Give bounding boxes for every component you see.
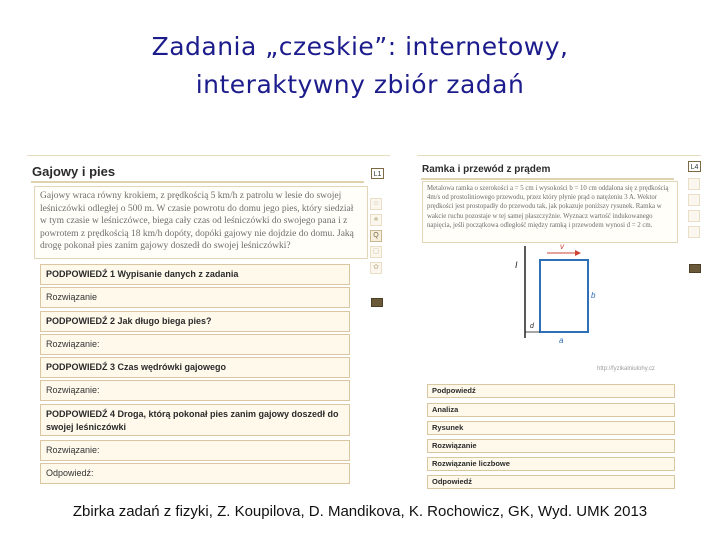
solution-button[interactable]: Rozwiązanie <box>427 439 675 453</box>
heading-divider <box>31 181 364 183</box>
level-badge: L4 <box>688 161 701 172</box>
hint-4-button[interactable]: PODPOWIEDŹ 4 Droga, którą pokonał pies zanim gajowy doszedł do swojej leśniczówki <box>40 404 350 436</box>
numeric-solution-button[interactable]: Rozwiązanie liczbowe <box>427 457 675 471</box>
analysis-button[interactable]: Analiza <box>427 403 675 417</box>
problem-heading: Ramka i przewód z prądem <box>422 164 551 175</box>
slide-title-line2: interaktywny zbiór zadań <box>195 70 525 99</box>
screenshot-ramka-i-przewod <box>417 155 701 499</box>
height-label: b <box>591 291 596 300</box>
hint-2-button[interactable]: PODPOWIEDŹ 2 Jak długo biega pies? <box>40 311 350 332</box>
smile-icon[interactable] <box>688 178 700 190</box>
level-badge: L1 <box>371 168 384 179</box>
problem-text: Metalowa ramka o szerokości a = 5 cm i wysokości b = 10 cm oddalona się z prędkością 4m/s od prostoliniowego przewodu, przez który płynie prąd o natężeniu 3 A. Wektor prędkości jest prostopadły do przewodu tak, jak pokazuje poniższy rysunek. Ramka w wakcie ruchu pozostaje w tej samej płaszczyźnie. Wyznacz wartość indukowanego napięcia, jeśli początkowa odległość między ramką i przewodem wynosi d = 2 cm. <box>422 181 678 243</box>
frame-wire-diagram <box>497 238 687 378</box>
drawing-button[interactable]: Rysunek <box>427 421 675 435</box>
heading-divider <box>421 178 674 180</box>
slide-title <box>0 28 720 104</box>
solution-4-button[interactable]: Rozwiązanie: <box>40 440 350 461</box>
hint-button[interactable]: Podpowiedź <box>427 384 675 398</box>
side-toolbar <box>688 178 700 238</box>
square-icon[interactable] <box>688 226 700 238</box>
search-icon[interactable] <box>688 210 700 222</box>
hint-1-button[interactable]: PODPOWIEDŹ 1 Wypisanie danych z zadania <box>40 264 350 285</box>
solution-1-button[interactable]: Rozwiązanie <box>40 287 350 308</box>
smile-icon[interactable]: ☺ <box>370 198 382 210</box>
current-label: I <box>515 260 518 270</box>
distance-label: d <box>530 323 534 330</box>
hint-3-button[interactable]: PODPOWIEDŹ 3 Czas wędrówki gajowego <box>40 357 350 378</box>
book-icon[interactable] <box>689 264 701 273</box>
slide-title-line1: Zadania „czeskie”: internetowy, <box>151 32 569 61</box>
club-icon[interactable]: ♣ <box>370 214 382 226</box>
screenshot-gajowy-i-pies <box>27 155 390 499</box>
watermark-text: http://fyzikalniulohy.cz <box>597 366 655 372</box>
width-label: a <box>559 336 564 345</box>
slide-caption: Zbirka zadań z fizyki, Z. Koupilova, D. Mandikova, K. Rochowicz, GK, Wyd. UMK 2013 <box>72 503 648 520</box>
problem-text: Gajowy wraca równy krokiem, z prędkością 5 km/h z patrolu w lesie do swojej leśniczówki odległej o 500 m. W czasie powrotu do domu jego pies, który siedział w tym czasie w leśniczówce, biega cały czas od leśniczówki do swojego pana i z powrotem z prędkością 18 km/h dopóty, dopóki gajowy nie dojdzie do domu. Jaką drogę pokonał pies zanim gajowy doszedł do swojej leśniczówki? <box>34 186 368 259</box>
problem-heading: Gajowy i pies <box>32 164 116 179</box>
metal-frame <box>540 260 588 332</box>
velocity-label: v <box>560 242 564 251</box>
answer-button[interactable]: Odpowiedź <box>427 475 675 489</box>
side-toolbar <box>370 198 382 274</box>
search-icon[interactable]: Q <box>370 230 382 242</box>
solution-3-button[interactable]: Rozwiązanie: <box>40 380 350 401</box>
club-icon[interactable] <box>688 194 700 206</box>
answer-button[interactable]: Odpowiedź: <box>40 463 350 484</box>
square-icon[interactable]: ▢ <box>370 246 382 258</box>
book-icon[interactable] <box>371 298 383 307</box>
flower-icon[interactable]: ✿ <box>370 262 382 274</box>
velocity-arrowhead <box>575 250 581 256</box>
solution-2-button[interactable]: Rozwiązanie: <box>40 334 350 355</box>
